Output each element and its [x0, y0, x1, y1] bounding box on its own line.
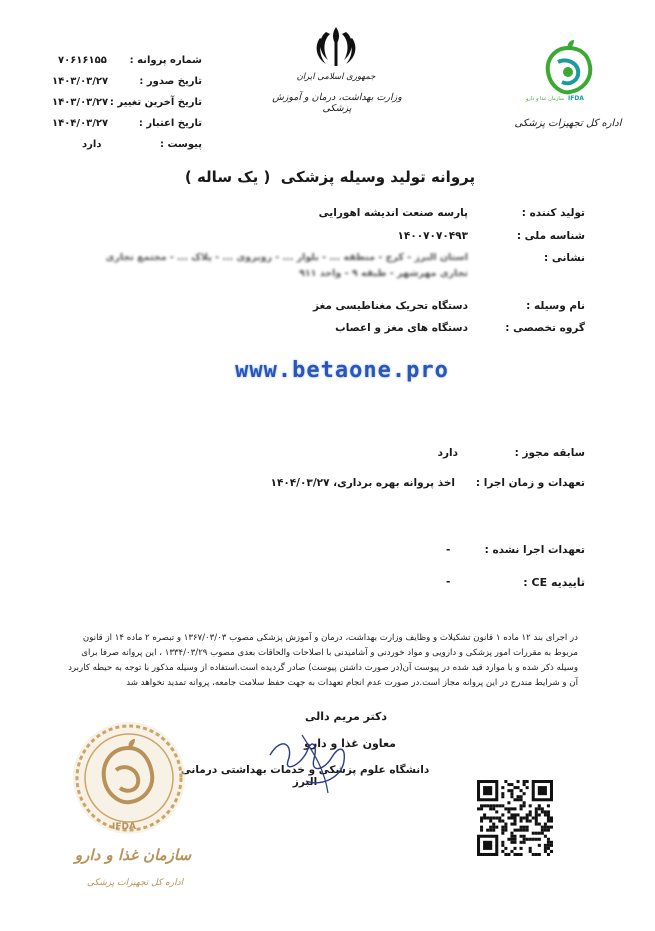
ifda-stamp-icon — [64, 718, 194, 838]
signer-name: دکتر مریم دالی — [304, 710, 388, 723]
license-no: ۷۰۶۱۶۱۵۵ — [58, 55, 107, 66]
watermark: www.betaone.pro — [235, 358, 449, 383]
ifda-logo — [536, 36, 600, 100]
iran-emblem-icon — [312, 24, 360, 68]
legal-text — [68, 631, 578, 691]
legal-line: آن و شرایط مندرج در این پروانه مجاز است.در صورت عدم انجام تعهدات به جهت حفظ سلامت جامعه، پروانه تمدید نخواهد شد — [126, 678, 578, 688]
commitments-value: اخذ پروانه بهره برداری، ۱۴۰۴/۰۳/۲۷ — [270, 477, 455, 489]
ministry-text: وزارت بهداشت، درمان و آموزش پزشکی — [272, 92, 402, 114]
license-no-label: شماره پروانه : — [129, 55, 202, 66]
address-line1: استان البرز - کرج - منطقه ... - بلوار ... - روبروی ... - پلاک ... - مجتمع تجاری — [105, 252, 468, 263]
issue-date-label: تاریخ صدور : — [139, 76, 202, 87]
stamp-dept: اداره کل تجهیزات پزشکی — [86, 878, 184, 888]
dept-text: اداره کل تجهیزات پزشکی — [514, 118, 622, 129]
last-change: ۱۴۰۳/۰۳/۲۷ — [52, 97, 109, 108]
signature-scribble — [262, 715, 372, 795]
group-value: دستگاه های مغز و اعصاب — [335, 322, 468, 334]
group-label: گروه تخصصی : — [505, 322, 585, 334]
page-title: پروانه تولید وسیله پزشکی ( یک ساله ) — [184, 168, 476, 186]
device-value: دستگاه تحریک مغناطیسی مغز — [312, 300, 468, 312]
university: دانشگاه علوم پزشکی و خدمات بهداشتی درمانی البرز — [180, 764, 430, 788]
signature-icon — [262, 715, 372, 795]
history-label: سابقه مجوز : — [514, 447, 585, 459]
license-meta-values — [52, 55, 122, 155]
national-id-value: ۱۴۰۰۷۰۷۰۴۹۳ — [397, 230, 468, 242]
ifda-logo-icon — [536, 36, 600, 100]
republic-text: جمهوری اسلامی ایران — [296, 72, 376, 82]
commitments-label: تعهدات و زمان اجرا : — [475, 477, 585, 489]
history-value: دارد — [437, 447, 458, 459]
attachment-value: دارد — [82, 139, 102, 150]
legal-line: در اجرای بند ۱۲ ماده ۱ قانون تشکیلات و وظایف وزارت بهداشت، درمان و آموزش پزشکی مصوب ۱۳۶۷/۰۳/۰۳ و تبصره ۲ ماده ۱۴ از قانون — [82, 633, 578, 643]
qr-code-icon — [477, 780, 553, 856]
last-change-label: تاریخ آخرین تغییر : — [109, 97, 202, 108]
ce-value: - — [446, 576, 451, 588]
address-line2: تجاری مهرشهر - طبقه ۹ - واحد ۹۱۱ — [299, 268, 468, 279]
stamp-org: سازمان غذا و دارو — [74, 846, 192, 864]
pending-value: - — [446, 544, 451, 556]
ifda-en-text: IFDA — [568, 95, 584, 102]
qr-code — [477, 780, 553, 856]
ifda-small-text: سازمان غذا و دارو — [525, 96, 565, 102]
device-label: نام وسیله : — [526, 300, 585, 312]
producer-value: پارسه صنعت اندیشه اهورایی — [318, 207, 468, 219]
pending-label: تعهدات اجرا نشده : — [484, 544, 585, 556]
iran-emblem — [312, 24, 360, 68]
legal-line: وسیله ذکر شده و با موارد قید شده در پیوست آن(در صورت داشتن پیوست) صادر گردیده است.استفاده از وسیله مذکور با توجه به حیطه کاربرد — [68, 663, 578, 673]
producer-label: تولید کننده : — [521, 207, 585, 219]
signer-title: معاون غذا و دارو — [304, 737, 396, 750]
issue-date: ۱۴۰۳/۰۳/۲۷ — [52, 76, 109, 87]
address-label: نشانی : — [544, 252, 585, 264]
validity-label: تاریخ اعتبار : — [138, 118, 202, 129]
national-id-label: شناسه ملی : — [516, 230, 585, 242]
legal-line: مربوط به مقررات امور پزشکی و دارویی و مواد خوردنی و آشامیدنی با اصلاحات والحاقات بعدی مصوب ۱۳۳۴/۰۳/۲۹ ، این پروانه صرفا برای — [81, 648, 578, 658]
stamp-en: IFDA — [112, 822, 136, 832]
attachment-label: پیوست : — [159, 139, 202, 150]
ce-label: تاییدیه CE : — [523, 576, 585, 589]
validity: ۱۴۰۴/۰۳/۲۷ — [52, 118, 109, 129]
ifda-stamp — [64, 718, 194, 838]
